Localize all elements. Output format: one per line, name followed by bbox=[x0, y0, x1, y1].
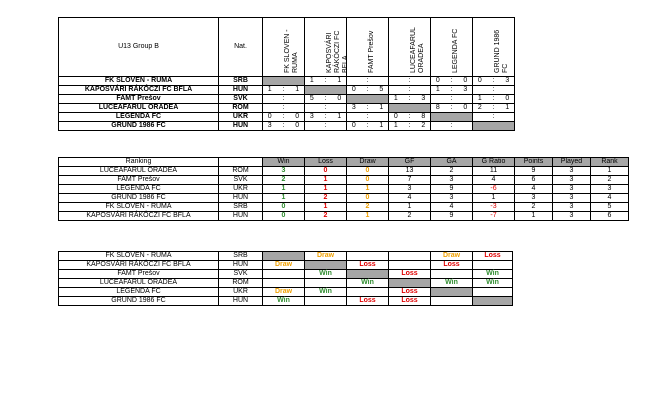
goals-against: 9 bbox=[431, 212, 473, 221]
home-score: 3 bbox=[263, 122, 277, 131]
result-cell bbox=[263, 270, 305, 279]
result-cell bbox=[347, 288, 389, 297]
result-cell: Win bbox=[263, 297, 305, 306]
self-match-cell bbox=[263, 77, 305, 86]
draw-count: 1 bbox=[347, 185, 389, 194]
result-cell: Draw bbox=[263, 288, 305, 297]
away-score bbox=[501, 113, 515, 122]
away-score bbox=[375, 113, 389, 122]
away-score: 0 bbox=[459, 77, 473, 86]
result-cell: Win bbox=[473, 279, 513, 288]
result-cell bbox=[473, 288, 513, 297]
score-separator: : bbox=[361, 77, 375, 86]
result-cell: Loss bbox=[431, 261, 473, 270]
result-cell: Loss bbox=[473, 252, 513, 261]
away-score: 0 bbox=[501, 95, 515, 104]
team-nat: SRB bbox=[219, 77, 263, 86]
score-separator: : bbox=[277, 86, 291, 95]
ranking-row bbox=[59, 194, 629, 203]
away-score bbox=[375, 77, 389, 86]
played: 3 bbox=[553, 185, 591, 194]
result-cell: Loss bbox=[347, 261, 389, 270]
team-nat: HUN bbox=[219, 122, 263, 131]
results-row bbox=[59, 261, 513, 270]
ranking-row bbox=[59, 212, 629, 221]
away-score: 3 bbox=[417, 95, 431, 104]
score-separator: : bbox=[445, 104, 459, 113]
away-score: 1 bbox=[375, 122, 389, 131]
result-cell: Draw bbox=[305, 252, 347, 261]
win-count: 1 bbox=[263, 185, 305, 194]
team-name: GRUND 1986 FC bbox=[59, 122, 219, 131]
win-count: 0 bbox=[263, 212, 305, 221]
self-result-cell bbox=[305, 261, 347, 270]
team-nat: HUN bbox=[219, 86, 263, 95]
goals-for: 2 bbox=[389, 212, 431, 221]
ranking-row bbox=[59, 185, 629, 194]
col-header-grund: GRUND 1986 FC bbox=[473, 18, 515, 77]
goals-for: 4 bbox=[389, 194, 431, 203]
score-separator: : bbox=[445, 122, 459, 131]
ranking-team-nat: SRB bbox=[219, 203, 263, 212]
score-separator: : bbox=[277, 113, 291, 122]
goal-ratio: -7 bbox=[473, 212, 515, 221]
home-score bbox=[347, 77, 361, 86]
away-score: 0 bbox=[291, 113, 305, 122]
nat-header: Nat. bbox=[219, 18, 263, 77]
loss-count: 1 bbox=[305, 185, 347, 194]
away-score bbox=[291, 95, 305, 104]
rank: 3 bbox=[591, 185, 629, 194]
ranking-team-nat: SVK bbox=[219, 176, 263, 185]
rank: 1 bbox=[591, 167, 629, 176]
goals-for: 7 bbox=[389, 176, 431, 185]
team-name: FK SLOVEN - RUMA bbox=[59, 77, 219, 86]
draw-count: 0 bbox=[347, 167, 389, 176]
home-score: 3 bbox=[305, 113, 319, 122]
result-cell: Loss bbox=[389, 270, 431, 279]
results-team-name: FK SLOVEN - RUMA bbox=[59, 252, 219, 261]
group-row bbox=[59, 113, 515, 122]
away-score bbox=[333, 122, 347, 131]
played: 3 bbox=[553, 194, 591, 203]
score-separator: : bbox=[487, 95, 501, 104]
score-separator: : bbox=[277, 122, 291, 131]
team-name: FAMT Prešov bbox=[59, 95, 219, 104]
score-separator: : bbox=[319, 77, 333, 86]
ranking-row bbox=[59, 203, 629, 212]
results-team-name: KAPOSVÁRI RÁKÓCZI FC BFLA bbox=[59, 261, 219, 270]
col-header-kaposvari: KAPOSVÁRI RÁKÓCZI FC BFLA bbox=[305, 18, 347, 77]
results-team-name: GRUND 1986 FC bbox=[59, 297, 219, 306]
ranking-row bbox=[59, 167, 629, 176]
goal-ratio: -6 bbox=[473, 185, 515, 194]
loss-count: 2 bbox=[305, 212, 347, 221]
home-score bbox=[347, 113, 361, 122]
result-cell bbox=[389, 252, 431, 261]
loss-count: 0 bbox=[305, 167, 347, 176]
results-team-name: FAMT Prešov bbox=[59, 270, 219, 279]
results-table bbox=[58, 251, 513, 306]
home-score: 1 bbox=[389, 95, 403, 104]
result-cell bbox=[473, 261, 513, 270]
score-separator: : bbox=[403, 122, 417, 131]
score-separator: : bbox=[487, 86, 501, 95]
score-separator: : bbox=[277, 95, 291, 104]
away-score bbox=[333, 104, 347, 113]
away-score bbox=[417, 86, 431, 95]
results-team-nat: UKR bbox=[219, 288, 263, 297]
goals-against: 9 bbox=[431, 185, 473, 194]
team-nat: UKR bbox=[219, 113, 263, 122]
draw-count: 2 bbox=[347, 203, 389, 212]
score-separator: : bbox=[277, 104, 291, 113]
ratio-header: G Ratio bbox=[473, 158, 515, 167]
goal-ratio: 1 bbox=[473, 194, 515, 203]
home-score: 1 bbox=[305, 77, 319, 86]
home-score: 0 bbox=[347, 86, 361, 95]
results-team-nat: SRB bbox=[219, 252, 263, 261]
ranking-row bbox=[59, 176, 629, 185]
win-count: 0 bbox=[263, 203, 305, 212]
group-row bbox=[59, 104, 515, 113]
score-separator: : bbox=[445, 77, 459, 86]
self-result-cell bbox=[263, 252, 305, 261]
score-separator: : bbox=[361, 122, 375, 131]
played-header: Played bbox=[553, 158, 591, 167]
away-score: 2 bbox=[417, 122, 431, 131]
result-cell bbox=[305, 297, 347, 306]
away-score: 1 bbox=[333, 113, 347, 122]
self-result-cell bbox=[347, 270, 389, 279]
ranking-table bbox=[58, 157, 629, 221]
score-separator: : bbox=[487, 113, 501, 122]
home-score: 1 bbox=[431, 86, 445, 95]
results-row bbox=[59, 252, 513, 261]
away-score: 0 bbox=[291, 122, 305, 131]
ranking-team-nat: UKR bbox=[219, 185, 263, 194]
score-separator: : bbox=[403, 113, 417, 122]
loss-count: 2 bbox=[305, 194, 347, 203]
result-cell: Draw bbox=[431, 252, 473, 261]
goals-against: 3 bbox=[431, 194, 473, 203]
rank: 4 bbox=[591, 194, 629, 203]
away-score: 8 bbox=[417, 113, 431, 122]
ranking-header-row bbox=[59, 158, 629, 167]
home-score: 2 bbox=[473, 104, 487, 113]
score-separator: : bbox=[445, 95, 459, 104]
ranking-team-name: KAPOSVÁRI RÁKÓCZI FC BFLA bbox=[59, 212, 219, 221]
results-team-name: LUCEAFARUL ORADEA bbox=[59, 279, 219, 288]
goal-ratio: 11 bbox=[473, 167, 515, 176]
result-cell: Loss bbox=[389, 297, 431, 306]
gf-header: GF bbox=[389, 158, 431, 167]
played: 3 bbox=[553, 176, 591, 185]
goals-for: 3 bbox=[389, 185, 431, 194]
self-result-cell bbox=[389, 279, 431, 288]
score-separator: : bbox=[361, 104, 375, 113]
home-score bbox=[263, 104, 277, 113]
played: 3 bbox=[553, 167, 591, 176]
result-cell bbox=[389, 261, 431, 270]
score-separator: : bbox=[487, 77, 501, 86]
score-separator: : bbox=[319, 113, 333, 122]
result-cell: Draw bbox=[263, 261, 305, 270]
away-score: 3 bbox=[459, 86, 473, 95]
home-score bbox=[389, 86, 403, 95]
away-score: 0 bbox=[333, 95, 347, 104]
goal-ratio: 4 bbox=[473, 176, 515, 185]
ranking-team-name: LUCEAFARUL ORADEA bbox=[59, 167, 219, 176]
result-cell bbox=[305, 279, 347, 288]
ranking-team-name: FK SLOVEN - RUMA bbox=[59, 203, 219, 212]
ranking-team-name: GRUND 1986 FC bbox=[59, 194, 219, 203]
home-score bbox=[473, 113, 487, 122]
goals-against: 3 bbox=[431, 176, 473, 185]
group-row bbox=[59, 95, 515, 104]
score-separator: : bbox=[319, 122, 333, 131]
home-score: 0 bbox=[263, 113, 277, 122]
draw-count: 1 bbox=[347, 212, 389, 221]
result-cell: Win bbox=[347, 279, 389, 288]
score-separator: : bbox=[445, 86, 459, 95]
home-score bbox=[389, 77, 403, 86]
team-nat: ROM bbox=[219, 104, 263, 113]
goals-for: 13 bbox=[389, 167, 431, 176]
self-match-cell bbox=[431, 113, 473, 122]
score-separator: : bbox=[361, 113, 375, 122]
result-cell bbox=[431, 270, 473, 279]
result-cell: Loss bbox=[389, 288, 431, 297]
win-count: 1 bbox=[263, 194, 305, 203]
points: 1 bbox=[515, 212, 553, 221]
col-header-sloven: FK SLOVEN - RUMA bbox=[263, 18, 305, 77]
away-score: 1 bbox=[375, 104, 389, 113]
results-row bbox=[59, 270, 513, 279]
away-score: 1 bbox=[501, 104, 515, 113]
result-cell bbox=[431, 297, 473, 306]
results-row bbox=[59, 288, 513, 297]
results-team-nat: HUN bbox=[219, 297, 263, 306]
home-score: 0 bbox=[347, 122, 361, 131]
rank-header: Rank bbox=[591, 158, 629, 167]
result-cell bbox=[263, 279, 305, 288]
away-score: 5 bbox=[375, 86, 389, 95]
home-score bbox=[431, 122, 445, 131]
results-team-nat: SVK bbox=[219, 270, 263, 279]
group-row bbox=[59, 77, 515, 86]
ranking-title: Ranking bbox=[59, 158, 219, 167]
rank: 6 bbox=[591, 212, 629, 221]
score-separator: : bbox=[403, 95, 417, 104]
away-score bbox=[417, 77, 431, 86]
score-separator: : bbox=[403, 77, 417, 86]
ranking-team-name: LEGENDA FC bbox=[59, 185, 219, 194]
loss-count: 1 bbox=[305, 176, 347, 185]
away-score bbox=[459, 95, 473, 104]
ranking-team-name: FAMT Prešov bbox=[59, 176, 219, 185]
draw-count: 0 bbox=[347, 194, 389, 203]
ranking-nat-header bbox=[219, 158, 263, 167]
group-row bbox=[59, 122, 515, 131]
score-separator: : bbox=[487, 104, 501, 113]
group-matrix-table bbox=[58, 17, 515, 131]
played: 3 bbox=[553, 212, 591, 221]
rank: 2 bbox=[591, 176, 629, 185]
result-cell bbox=[347, 252, 389, 261]
col-header-famt: FAMT Prešov bbox=[347, 18, 389, 77]
points: 9 bbox=[515, 167, 553, 176]
score-separator: : bbox=[361, 86, 375, 95]
results-row bbox=[59, 297, 513, 306]
loss-count: 1 bbox=[305, 203, 347, 212]
ranking-team-nat: HUN bbox=[219, 194, 263, 203]
ga-header: GA bbox=[431, 158, 473, 167]
home-score: 1 bbox=[263, 86, 277, 95]
team-name: KAPOSVÁRI RÁKÓCZI FC BFLA bbox=[59, 86, 219, 95]
group-title: U13 Group B bbox=[59, 18, 219, 77]
results-team-name: LEGENDA FC bbox=[59, 288, 219, 297]
score-separator: : bbox=[319, 95, 333, 104]
home-score bbox=[263, 95, 277, 104]
result-cell: Win bbox=[305, 288, 347, 297]
points: 3 bbox=[515, 194, 553, 203]
points: 6 bbox=[515, 176, 553, 185]
goals-against: 2 bbox=[431, 167, 473, 176]
draw-count: 0 bbox=[347, 176, 389, 185]
ranking-team-nat: HUN bbox=[219, 212, 263, 221]
self-match-cell bbox=[347, 95, 389, 104]
home-score: 0 bbox=[473, 77, 487, 86]
result-cell: Loss bbox=[347, 297, 389, 306]
home-score bbox=[473, 86, 487, 95]
col-header-legenda: LEGENDA FC bbox=[431, 18, 473, 77]
loss-header: Loss bbox=[305, 158, 347, 167]
result-cell: Win bbox=[431, 279, 473, 288]
group-header-row bbox=[59, 18, 515, 77]
away-score: 3 bbox=[501, 77, 515, 86]
away-score: 0 bbox=[459, 104, 473, 113]
points-header: Points bbox=[515, 158, 553, 167]
points: 4 bbox=[515, 185, 553, 194]
home-score: 1 bbox=[389, 122, 403, 131]
results-row bbox=[59, 279, 513, 288]
self-match-cell bbox=[305, 86, 347, 95]
team-name: LEGENDA FC bbox=[59, 113, 219, 122]
ranking-team-nat: ROM bbox=[219, 167, 263, 176]
home-score bbox=[431, 95, 445, 104]
goals-against: 4 bbox=[431, 203, 473, 212]
win-count: 2 bbox=[263, 176, 305, 185]
played: 3 bbox=[553, 203, 591, 212]
self-match-cell bbox=[473, 122, 515, 131]
score-separator: : bbox=[319, 104, 333, 113]
away-score bbox=[291, 104, 305, 113]
win-count: 3 bbox=[263, 167, 305, 176]
home-score: 0 bbox=[431, 77, 445, 86]
home-score: 3 bbox=[347, 104, 361, 113]
away-score: 1 bbox=[333, 77, 347, 86]
self-result-cell bbox=[473, 297, 513, 306]
team-nat: SVK bbox=[219, 95, 263, 104]
home-score: 0 bbox=[389, 113, 403, 122]
away-score bbox=[459, 122, 473, 131]
home-score: 1 bbox=[473, 95, 487, 104]
col-header-luceafarul: LUCEAFARUL ORADEA bbox=[389, 18, 431, 77]
results-team-nat: ROM bbox=[219, 279, 263, 288]
away-score bbox=[501, 86, 515, 95]
results-team-nat: HUN bbox=[219, 261, 263, 270]
self-match-cell bbox=[389, 104, 431, 113]
win-header: Win bbox=[263, 158, 305, 167]
result-cell: Win bbox=[305, 270, 347, 279]
self-result-cell bbox=[431, 288, 473, 297]
away-score: 1 bbox=[291, 86, 305, 95]
home-score: 8 bbox=[431, 104, 445, 113]
goal-ratio: -3 bbox=[473, 203, 515, 212]
score-separator: : bbox=[403, 86, 417, 95]
team-name: LUCEAFARUL ORADEA bbox=[59, 104, 219, 113]
goals-for: 1 bbox=[389, 203, 431, 212]
points: 2 bbox=[515, 203, 553, 212]
home-score: 5 bbox=[305, 95, 319, 104]
rank: 5 bbox=[591, 203, 629, 212]
home-score bbox=[305, 104, 319, 113]
result-cell: Win bbox=[473, 270, 513, 279]
draw-header: Draw bbox=[347, 158, 389, 167]
group-row bbox=[59, 86, 515, 95]
home-score bbox=[305, 122, 319, 131]
